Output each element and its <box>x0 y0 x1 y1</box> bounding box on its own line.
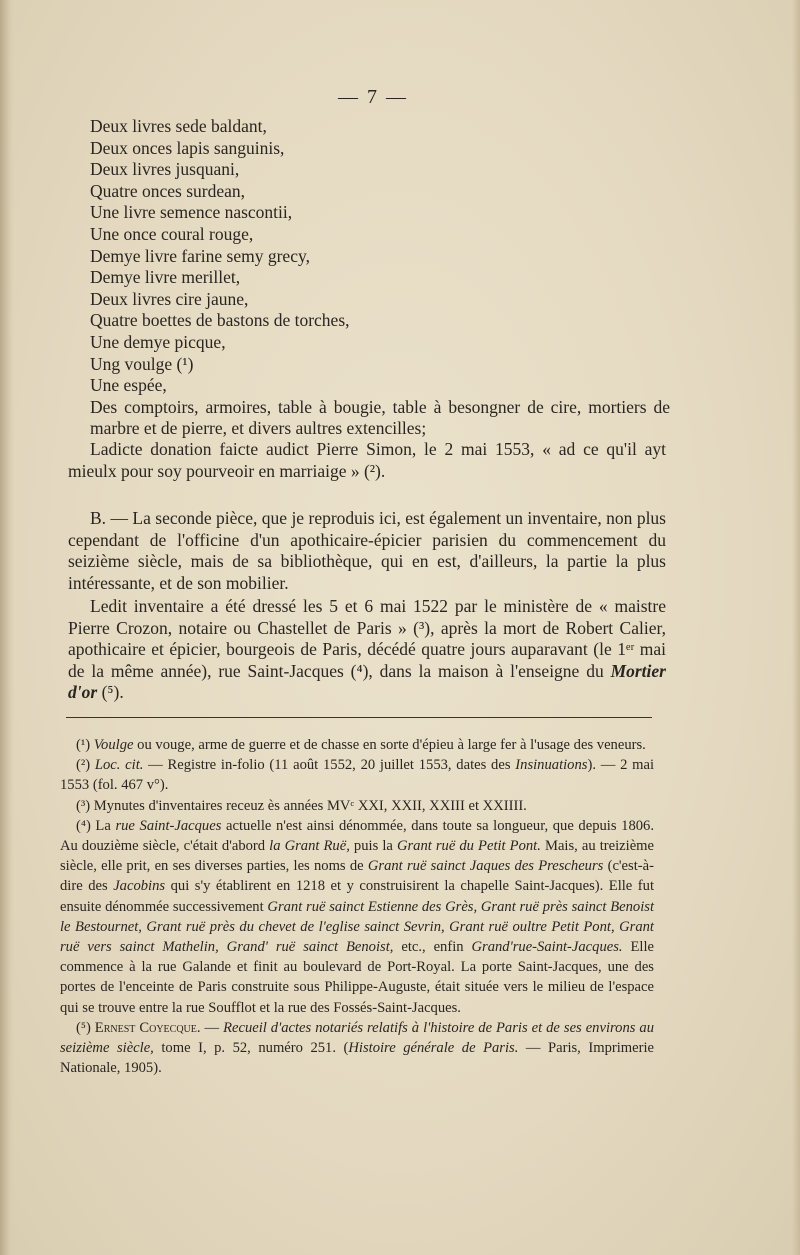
page-edge-shadow-right <box>792 0 800 1255</box>
footnote-1 <box>60 735 654 755</box>
footnote-italic: Recueil d'actes notariés relatifs à l'histoire de Paris et de ses environs au seizième siècle, <box>60 1019 654 1057</box>
footnote-3: (³) Mynutes d'inventaires receuz ès années MVᶜ XXI, XXII, XXIII et XXIIII. <box>76 797 527 814</box>
footnote-author: Ernest Coyecque. <box>94 1019 201 1036</box>
footnote-2 <box>60 755 654 795</box>
footnote-text: ). — 2 mai 1553 (fol. 467 v°). <box>60 757 654 794</box>
list-item: Deux livres sede baldant, <box>90 116 267 136</box>
footnote-divider <box>66 717 652 718</box>
footnote-text: (c'est-à-dire des <box>60 858 654 895</box>
footnote-italic: Histoire générale de Paris. <box>348 1040 519 1057</box>
footnote-text: puis la <box>353 838 393 855</box>
footnote-5 <box>60 1018 654 1079</box>
footnote-text: Mais, au treizième siècle, elle prit, en ses diverses parties, les noms de <box>60 838 654 875</box>
footnote-text: etc., enfin <box>401 939 464 956</box>
inventory-list <box>90 116 670 440</box>
footnote-4 <box>60 816 654 1018</box>
footnote-marker: (⁵) <box>76 1019 91 1036</box>
footnote-italic: Grant ruë du Petit Pont. <box>396 838 541 855</box>
footnote-marker: (¹) <box>76 737 91 753</box>
footnote-italic: Loc. cit. <box>94 757 144 774</box>
footnote-italic: la Grant Ruë, <box>269 838 350 855</box>
footnote-text: ou vouge, arme de guerre et de chasse en sorte d'épieu à large fer à l'usage des veneurs. <box>137 737 646 753</box>
inventory-paragraph-text: Ledit inventaire a été dressé les 5 et 6 mai 1522 par le ministère de « maistre Pierre Crozon, notaire ou Chastellet de Paris » (³), après la mort de Robert Calier, apothicaire et épicier, bourgeois de Paris, décédé quatre jours auparavant (le 1ᵉʳ mai de la même année), rue Saint-Jacques (⁴), dans la maison à l'enseigne du <box>68 596 666 681</box>
footnote-italic: Grant ruë sainct Jaques des Prescheurs <box>367 858 604 875</box>
list-item: Ung voulge (¹) <box>90 353 194 374</box>
footnote-italic: Grand'rue-Saint-Jacques. <box>471 939 623 956</box>
footnote-marker: (⁴) La <box>76 817 111 834</box>
list-item: Quatre onces surdean, <box>90 180 246 201</box>
list-item: Une livre semence nascontii, <box>90 202 293 223</box>
footnote-italic: Voulge <box>93 737 134 753</box>
inventory-paragraph-title: Mortier d'or <box>68 660 666 703</box>
donation-paragraph: Ladicte donation faicte audict Pierre Simon, le 2 mai 1553, « ad ce qu'il ayt mieulx pour soy pourveoir en marriaige » (²). <box>68 439 666 481</box>
list-item: Demye livre merillet, <box>90 267 241 288</box>
footnote-italic: Jacobins <box>113 878 166 895</box>
list-item: Une espée, <box>90 375 167 396</box>
list-item: Une demye picque, <box>90 331 226 352</box>
footnote-italic: rue Saint-Jacques <box>115 817 222 834</box>
page-edge-shadow-left <box>0 0 14 1255</box>
list-item: Une once coural rouge, <box>90 223 254 244</box>
list-item: Des comptoirs, armoires, table à bougie, table à besongner de cire, mortiers de marbre et de pierre, et divers aultres extencilles; <box>90 396 670 439</box>
footnote-text: — Registre in-folio (11 août 1552, 20 juillet 1553, dates des <box>148 757 511 774</box>
footnote-italic: Grant ruë sainct Estienne des Grès, Grant ruë près sainct Benoist le Bestournet, Grant ruë près du chevet de l'eglise sainct Sevrin, Grant ruë oultre Petit Pont, Grant ruë vers sainct Mathelin, Grand' ruë sainct Benoist, <box>60 898 654 956</box>
footnote-text: Elle commence à la rue Galande et finit au boulevard de Port-Royal. La porte Saint-Jacques, une des portes de l'enceinte de Paris construite sous Philippe-Auguste, était située vers le milieu de l'espace qui se trouve entre la rue Soufflot et la rue des Fossés-Saint-Jacques. <box>60 939 655 1016</box>
page-number: — 7 — <box>338 86 408 108</box>
footnote-marker: (²) <box>76 757 91 774</box>
footnotes <box>60 735 654 1078</box>
list-item: Deux livres cire jaune, <box>90 288 249 309</box>
list-item: Demye livre farine semy grecy, <box>90 245 310 266</box>
footnote-text: — <box>204 1019 220 1036</box>
footnote-text: — Paris, Imprimerie Nationale, 1905). <box>60 1040 654 1077</box>
list-item: Deux onces lapis sanguinis, <box>90 137 285 158</box>
list-item: Deux livres jusquani, <box>90 159 240 180</box>
footnote-text: qui s'y établirent en 1218 et y construisirent la chapelle Saint-Jacques). Elle fut ensuite dénommée successivement <box>60 878 655 915</box>
footnote-text: actuelle n'est ainsi dénommée, dans toute sa longueur, que depuis 1806. Au douzième siècle, c'était d'abord <box>60 817 654 855</box>
footnote-text: tome I, p. 52, numéro 251. ( <box>161 1040 349 1057</box>
footnote-italic: Insinuations <box>515 757 588 774</box>
list-item: Quatre boettes de bastons de torches, <box>90 310 350 331</box>
inventory-paragraph <box>68 596 666 704</box>
inventory-paragraph-end: (⁵). <box>101 682 124 703</box>
section-b-paragraph: B. — La seconde pièce, que je reproduis ici, est également un inventaire, non plus cependant de l'officine d'un apothicaire-épicier parisien du commencement du seizième siècle, mais de sa bibliothèque, qui en est, d'ailleurs, la partie la plus intéressante, et de son mobilier. <box>68 508 666 593</box>
